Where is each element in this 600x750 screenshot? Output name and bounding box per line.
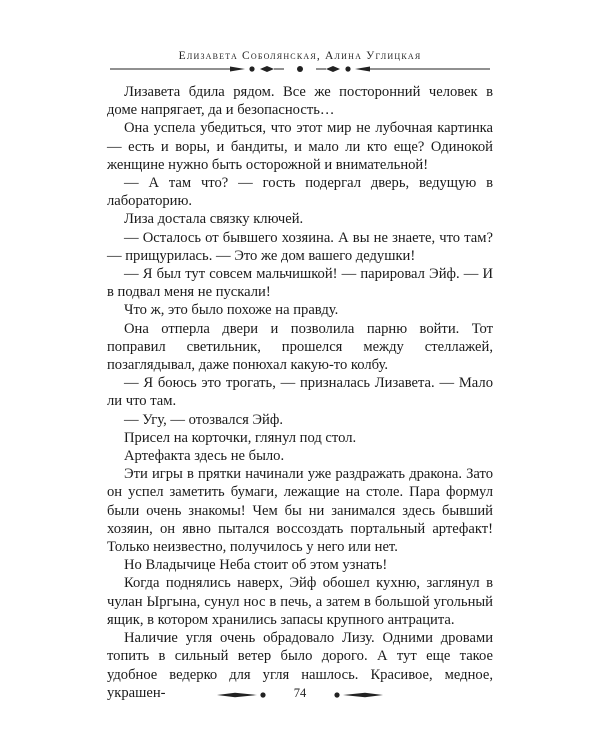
paragraph: — Осталось от бывшего хозяина. А вы не знаете, что там? — прищурилась. — Это же дом вашего дедушки! bbox=[107, 229, 493, 264]
paragraph: Лиза достала связку ключей. bbox=[124, 211, 304, 228]
paragraph: — Я боюсь это трогать, — призналась Лизавета. — Мало ли что там. bbox=[107, 375, 493, 410]
paragraph: Что ж, это было похоже на правду. bbox=[124, 302, 339, 319]
paragraph: Артефакта здесь не было. bbox=[124, 448, 285, 465]
header-ornament-divider bbox=[108, 62, 492, 76]
paragraph: Присел на корточки, глянул под стол. bbox=[124, 429, 357, 446]
running-header: Елизавета Соболянская, Алина Углицкая bbox=[178, 50, 422, 62]
paragraph: Она успела убедиться, что этот мир не лубочная картинка — есть и воры, и бандиты, и мало ли кто еще? Одинокой женщине нужно быть осторожной и внимательной! bbox=[107, 120, 493, 173]
paragraph: Она отперла двери и позволила парню войти. Тот поправил светильник, прошелся между стеллажей, позаглядывал, даже понюхал какую-то колбу. bbox=[107, 320, 493, 374]
paragraph: — Я был тут совсем мальчишкой! — парировал Эйф. — И в подвал меня не пускали! bbox=[107, 266, 493, 301]
paragraph: — Угу, — отозвался Эйф. bbox=[124, 411, 283, 428]
paragraph: Когда поднялись наверх, Эйф обошел кухню, заглянул в чулан Ыргына, сунул нос в печь, а затем в большой угольный ящик, в котором хранились запасы крупного антрацита. bbox=[107, 575, 493, 628]
paragraph: — А там что? — гость подергал дверь, ведущую в лабораторию. bbox=[107, 175, 493, 210]
paragraph: Но Владычице Неба стоит об этом узнать! bbox=[124, 557, 388, 574]
paragraph: Лизавета бдила рядом. Все же посторонний человек в доме напрягает, да и безопасность… bbox=[107, 84, 493, 119]
paragraph: Эти игры в прятки начинали уже раздражать дракона. Зато он успел заметить бумаги, лежащие на столе. Пара формул были очень знакомы! Чем бы ни занимался здесь бывший хозяин, он явно пытался воссоздать портальный артефакт! Только неизвестно, получилось у него или нет. bbox=[107, 466, 493, 556]
page-number: 74 bbox=[293, 686, 307, 700]
paragraph: Наличие угля очень обрадовало Лизу. Одними дровами топить в сильный ветер было дорого. А тут еще такое удобное ведерко для угля нашлось. Красивое, медное, украшен- bbox=[107, 630, 493, 701]
body-text bbox=[107, 83, 493, 702]
